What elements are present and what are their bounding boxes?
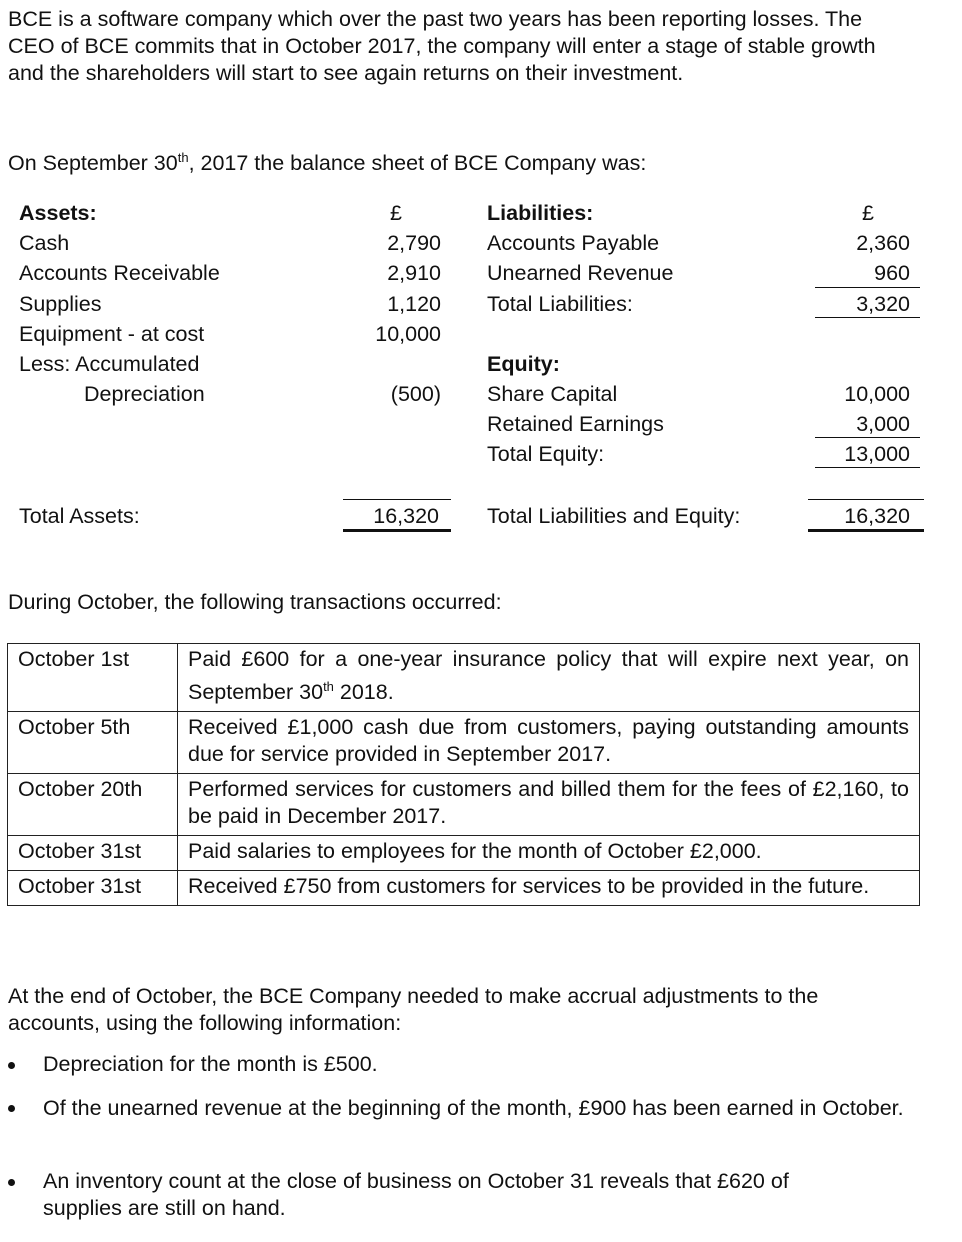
asset-label: Supplies <box>19 292 102 316</box>
transaction-description: Received £1,000 cash due from customers, paying outstanding amounts due for service provided in September 2017. <box>178 712 920 774</box>
total-le-value: 16,320 <box>844 504 910 528</box>
adjustment-item: Depreciation for the month is £500. <box>43 1052 378 1076</box>
adjustment-item: Of the unearned revenue at the beginning of the month, £900 has been earned in October. <box>43 1096 904 1120</box>
table-row <box>8 712 920 774</box>
liability-label: Total Liabilities: <box>487 292 633 316</box>
table-row <box>8 871 920 906</box>
liabilities-currency: £ <box>862 201 874 225</box>
equity-value: 13,000 <box>844 442 910 466</box>
asset-label: Less: Accumulated <box>19 352 200 376</box>
asset-value: 1,120 <box>387 292 441 316</box>
asset-value: 10,000 <box>375 322 441 346</box>
bullet-icon <box>8 1062 15 1069</box>
intro-paragraph: BCE is a software company which over the past two years has been reporting losses. The CEO of BCE commits that in October 2017, the company will enter a stage of stable growth and the shareholders will start to see again returns on their investment. <box>8 7 876 85</box>
asset-value: 2,790 <box>387 231 441 255</box>
transaction-description: Received £750 from customers for services to be provided in the future. <box>178 871 920 906</box>
equity-heading: Equity: <box>487 352 560 376</box>
asset-label: Accounts Receivable <box>19 261 220 285</box>
liability-label: Accounts Payable <box>487 231 660 255</box>
equity-label: Retained Earnings <box>487 412 664 436</box>
equity-value: 3,000 <box>856 412 910 436</box>
liability-value: 960 <box>874 261 910 285</box>
total-le-double-rule <box>808 529 924 532</box>
transaction-date: October 31st <box>8 871 178 906</box>
table-row <box>8 836 920 871</box>
liabilities-subtotal-rule <box>815 287 920 288</box>
total-assets-value: 16,320 <box>373 504 439 528</box>
total-le-rule-top <box>808 499 924 500</box>
equity-label: Total Equity: <box>487 442 605 466</box>
total-assets-rule-top <box>343 499 451 500</box>
equity-value: 10,000 <box>844 382 910 406</box>
liability-label: Unearned Revenue <box>487 261 674 285</box>
transaction-description: Paid salaries to employees for the month of October £2,000. <box>178 836 920 871</box>
table-row <box>8 774 920 836</box>
assets-heading: Assets: <box>19 201 97 225</box>
asset-value: (500) <box>390 382 441 406</box>
transaction-date: October 5th <box>8 712 178 774</box>
transactions-intro: During October, the following transactions occurred: <box>8 590 502 614</box>
asset-label: Cash <box>19 231 70 255</box>
total-assets-label: Total Assets: <box>19 504 140 528</box>
total-liabilities-rule <box>815 317 920 318</box>
adjustment-item: An inventory count at the close of business on October 31 reveals that £620 of supplies are still on hand. <box>43 1169 789 1220</box>
transaction-description: Performed services for customers and billed them for the fees of £2,160, to be paid in December 2017. <box>178 774 920 836</box>
asset-label: Equipment - at cost <box>19 322 205 346</box>
table-row <box>8 644 920 712</box>
transaction-date: October 31st <box>8 836 178 871</box>
transaction-description: Paid £600 for a one-year insurance policy that will expire next year, on September 30th 2018. <box>178 644 920 712</box>
total-assets-double-rule <box>343 529 451 532</box>
asset-label: Depreciation <box>84 382 205 406</box>
assets-currency: £ <box>390 201 402 225</box>
asset-value: 2,910 <box>387 261 441 285</box>
transaction-date: October 1st <box>8 644 178 712</box>
total-equity-rule <box>815 467 920 468</box>
equity-subtotal-rule <box>815 437 920 438</box>
liabilities-heading: Liabilities: <box>487 201 594 225</box>
total-le-label: Total Liabilities and Equity: <box>487 504 741 528</box>
equity-label: Share Capital <box>487 382 618 406</box>
bullet-icon <box>8 1179 15 1186</box>
transactions-table <box>7 643 920 906</box>
liability-value: 2,360 <box>856 231 910 255</box>
liability-value: 3,320 <box>856 292 910 316</box>
adjustments-intro: At the end of October, the BCE Company needed to make accrual adjustments to the accounts, using the following information: <box>8 984 819 1035</box>
balance-sheet-intro: On September 30th, 2017 the balance sheet of BCE Company was: <box>8 150 647 176</box>
transaction-date: October 20th <box>8 774 178 836</box>
bullet-icon <box>8 1105 15 1112</box>
